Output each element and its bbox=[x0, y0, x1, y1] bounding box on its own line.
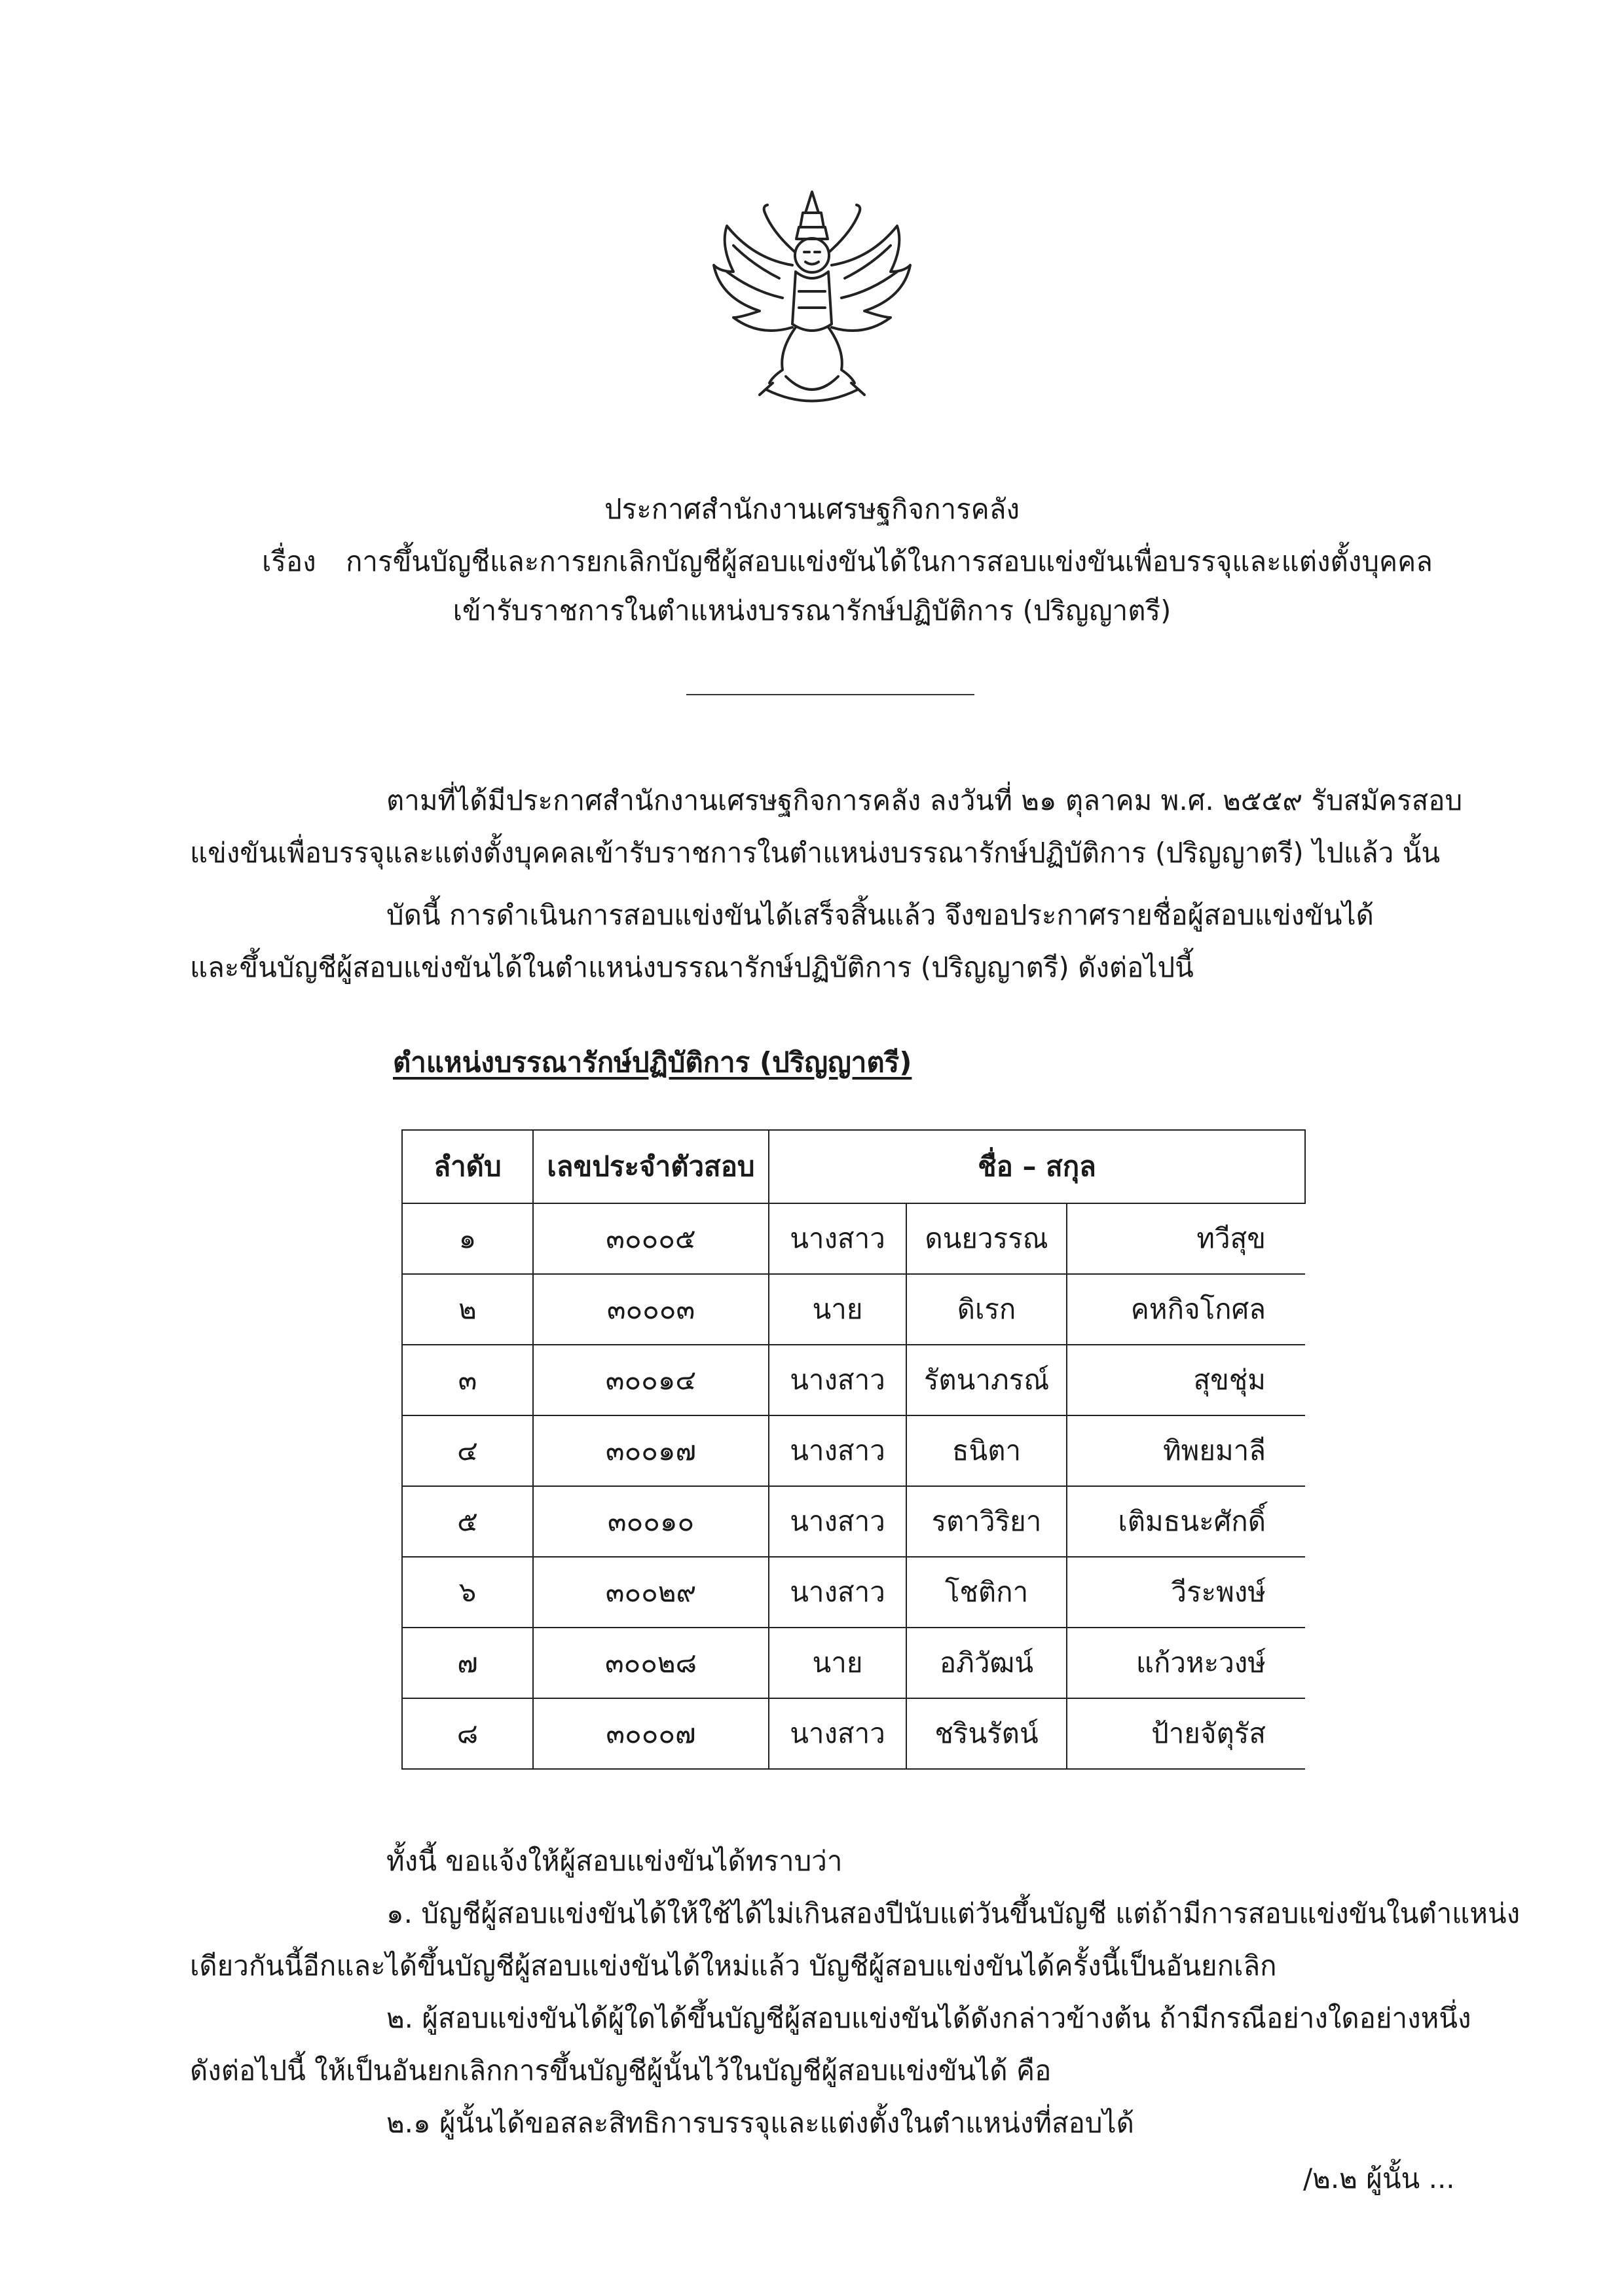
candidates-table bbox=[401, 1129, 1306, 1770]
table-row bbox=[402, 1486, 1305, 1557]
cell-order: ๒ bbox=[402, 1274, 533, 1345]
cell-first-name: ชรินรัตน์ bbox=[906, 1698, 1067, 1769]
cell-first-name: รตาวิริยา bbox=[906, 1486, 1067, 1557]
notes-intro: ทั้งนี้ ขอแจ้งให้ผู้สอบแข่งขันได้ทราบว่า bbox=[386, 1845, 843, 1877]
header-name: ชื่อ – สกุล bbox=[769, 1130, 1305, 1203]
cell-exam-id: ๓๐๐๐๓ bbox=[533, 1274, 769, 1345]
cell-title: นางสาว bbox=[769, 1203, 906, 1274]
cell-title: นาย bbox=[769, 1628, 906, 1698]
table-row bbox=[402, 1274, 1305, 1345]
cell-last-name: วีระพงษ์ bbox=[1067, 1557, 1305, 1628]
note-2-line-2: ดังต่อไปนี้ ให้เป็นอันยกเลิกการขึ้นบัญชีผู้นั้นไว้ในบัญชีผู้สอบแข่งขันได้ คือ bbox=[190, 2054, 1052, 2086]
table-row bbox=[402, 1628, 1305, 1698]
cell-exam-id: ๓๐๐๒๘ bbox=[533, 1628, 769, 1698]
cell-title: นาย bbox=[769, 1274, 906, 1345]
cell-title: นางสาว bbox=[769, 1345, 906, 1415]
cell-last-name: สุขชุ่ม bbox=[1067, 1345, 1305, 1415]
continuation-marker: /๒.๒ ผู้นั้น ... bbox=[1303, 2162, 1455, 2195]
subject-line-1: การขึ้นบัญชีและการยกเลิกบัญชีผู้สอบแข่งขันได้ในการสอบแข่งขันเพื่อบรรจุและแต่งตั้งบุคคล bbox=[346, 545, 1433, 577]
cell-order: ๓ bbox=[402, 1345, 533, 1415]
cell-title: นางสาว bbox=[769, 1486, 906, 1557]
cell-first-name: อภิวัฒน์ bbox=[906, 1628, 1067, 1698]
section-title: ตำแหน่งบรรณารักษ์ปฏิบัติการ (ปริญญาตรี) bbox=[393, 1046, 912, 1078]
cell-order: ๑ bbox=[402, 1203, 533, 1274]
cell-last-name: ทิพยมาลี bbox=[1067, 1415, 1305, 1486]
cell-order: ๕ bbox=[402, 1486, 533, 1557]
note-2-1: ๒.๑ ผู้นั้นได้ขอสละสิทธิการบรรจุและแต่งตั้งในตำแหน่งที่สอบได้ bbox=[386, 2107, 1134, 2139]
cell-exam-id: ๓๐๐๑๔ bbox=[533, 1345, 769, 1415]
cell-last-name: คหกิจโกศล bbox=[1067, 1274, 1305, 1345]
table-row bbox=[402, 1415, 1305, 1486]
cell-last-name: ทวีสุข bbox=[1067, 1203, 1305, 1274]
garuda-emblem-icon bbox=[707, 187, 917, 409]
header-order: ลำดับ bbox=[402, 1130, 533, 1203]
cell-order: ๗ bbox=[402, 1628, 533, 1698]
cell-title: นางสาว bbox=[769, 1698, 906, 1769]
header-divider bbox=[686, 694, 974, 695]
cell-title: นางสาว bbox=[769, 1557, 906, 1628]
cell-exam-id: ๓๐๐๒๙ bbox=[533, 1557, 769, 1628]
cell-first-name: โชติกา bbox=[906, 1557, 1067, 1628]
cell-order: ๖ bbox=[402, 1557, 533, 1628]
cell-title: นางสาว bbox=[769, 1415, 906, 1486]
table-row bbox=[402, 1557, 1305, 1628]
cell-first-name: ธนิตา bbox=[906, 1415, 1067, 1486]
paragraph-2-line-2: และขึ้นบัญชีผู้สอบแข่งขันได้ในตำแหน่งบรรณารักษ์ปฏิบัติการ (ปริญญาตรี) ดังต่อไปนี้ bbox=[190, 951, 1194, 983]
subject-label: เรื่อง bbox=[262, 545, 316, 577]
cell-first-name: ดิเรก bbox=[906, 1274, 1067, 1345]
cell-exam-id: ๓๐๐๐๗ bbox=[533, 1698, 769, 1769]
cell-last-name: แก้วหะวงษ์ bbox=[1067, 1628, 1305, 1698]
cell-first-name: ดนยวรรณ bbox=[906, 1203, 1067, 1274]
table-row bbox=[402, 1698, 1305, 1769]
cell-order: ๘ bbox=[402, 1698, 533, 1769]
cell-exam-id: ๓๐๐๑๐ bbox=[533, 1486, 769, 1557]
cell-last-name: เติมธนะศักดิ์ bbox=[1067, 1486, 1305, 1557]
note-1-line-1: ๑. บัญชีผู้สอบแข่งขันได้ให้ใช้ได้ไม่เกินสองปีนับแต่วันขึ้นบัญชี แต่ถ้ามีการสอบแข่งขันในตำแหน่ง bbox=[386, 1897, 1521, 1929]
note-1-line-2: เดียวกันนี้อีกและได้ขึ้นบัญชีผู้สอบแข่งขันได้ใหม่แล้ว บัญชีผู้สอบแข่งขันได้ครั้งนี้เป็นอันยกเลิก bbox=[190, 1950, 1277, 1982]
paragraph-2-line-1: บัดนี้ การดำเนินการสอบแข่งขันได้เสร็จสิ้นแล้ว จึงขอประกาศรายชื่อผู้สอบแข่งขันได้ bbox=[386, 899, 1374, 931]
paragraph-1-line-1: ตามที่ได้มีประกาศสำนักงานเศรษฐกิจการคลัง ลงวันที่ ๒๑ ตุลาคม พ.ศ. ๒๕๕๙ รับสมัครสอบ bbox=[386, 784, 1463, 816]
cell-exam-id: ๓๐๐๑๗ bbox=[533, 1415, 769, 1486]
note-2-line-1: ๒. ผู้สอบแข่งขันได้ผู้ใดได้ขึ้นบัญชีผู้สอบแข่งขันได้ดังกล่าวข้างต้น ถ้ามีกรณีอย่างใดอย่างหนึ่ง bbox=[386, 2002, 1471, 2034]
paragraph-1-line-2: แข่งขันเพื่อบรรจุและแต่งตั้งบุคคลเข้ารับราชการในตำแหน่งบรรณารักษ์ปฏิบัติการ (ปริญญาตรี) ไปแล้ว นั้น bbox=[190, 837, 1441, 869]
cell-first-name: รัตนาภรณ์ bbox=[906, 1345, 1067, 1415]
cell-exam-id: ๓๐๐๐๕ bbox=[533, 1203, 769, 1274]
header-exam-id: เลขประจำตัวสอบ bbox=[533, 1130, 769, 1203]
cell-last-name: ป้ายจัตุรัส bbox=[1067, 1698, 1305, 1769]
subject-line-2: เข้ารับราชการในตำแหน่งบรรณารักษ์ปฏิบัติการ (ปริญญาตรี) bbox=[452, 594, 1172, 627]
table-row bbox=[402, 1203, 1305, 1274]
announcement-title: ประกาศสำนักงานเศรษฐกิจการคลัง bbox=[604, 493, 1020, 525]
table-header-row bbox=[402, 1130, 1305, 1203]
table-row bbox=[402, 1345, 1305, 1415]
cell-order: ๔ bbox=[402, 1415, 533, 1486]
